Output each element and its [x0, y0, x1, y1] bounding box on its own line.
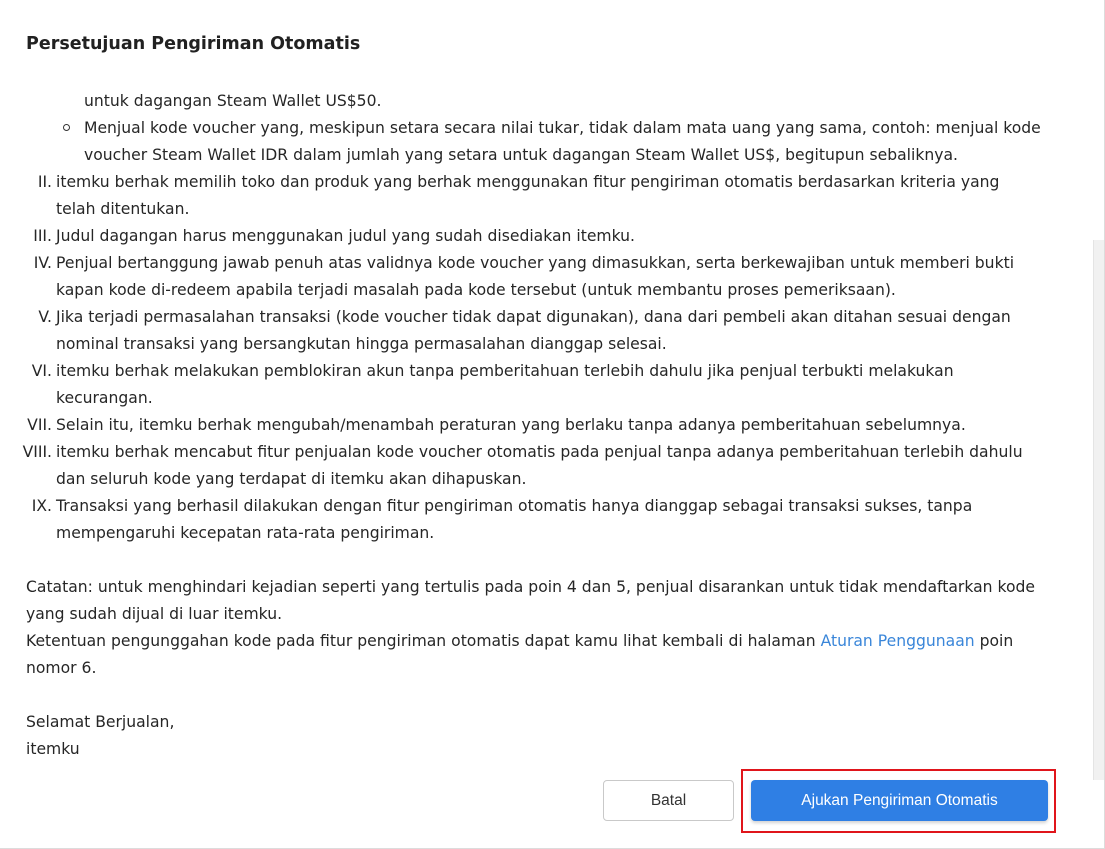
- rule-number: IV.: [33, 254, 52, 272]
- rule-text: Transaksi yang berhasil dilakukan dengan fitur pengiriman otomatis hanya dianggap sebagai transaksi sukses, tanpa: [56, 497, 973, 515]
- cancel-button[interactable]: Batal: [603, 780, 734, 821]
- rule-number: III.: [33, 227, 52, 245]
- rule-text: Jika terjadi permasalahan transaksi (kode voucher tidak dapat digunakan), dana dari pembeli akan ditahan sesuai dengan: [56, 308, 1011, 326]
- sub-bullet-continuation: untuk dagangan Steam Wallet US$50.: [84, 92, 382, 110]
- signoff-name: itemku: [26, 740, 80, 758]
- rule-text: kecurangan.: [56, 389, 153, 407]
- rule-number: VII.: [27, 416, 52, 434]
- terms-suffix: poin: [974, 632, 1014, 650]
- rule-text: nominal transaksi yang bersangkutan hingga permasalahan dianggap selesai.: [56, 335, 667, 353]
- rule-number: IX.: [31, 497, 52, 515]
- rule-text: itemku berhak melakukan pemblokiran akun tanpa pemberitahuan terlebih dahulu jika penjual terbukti melakukan: [56, 362, 954, 380]
- modal-title: Persetujuan Pengiriman Otomatis: [26, 34, 361, 54]
- rule-text: Selain itu, itemku berhak mengubah/menambah peraturan yang berlaku tanpa adanya pemberitahuan sebelumnya.: [56, 416, 966, 434]
- rule-number: V.: [38, 308, 52, 326]
- rule-text: telah ditentukan.: [56, 200, 190, 218]
- sub-bullet-line: voucher Steam Wallet IDR dalam jumlah yang setara untuk dagangan Steam Wallet US$, begitupun sebaliknya.: [84, 146, 958, 164]
- rule-text: dan seluruh kode yang terdapat di itemku akan dihapuskan.: [56, 470, 527, 488]
- rule-number: VI.: [31, 362, 52, 380]
- rule-text: Judul dagangan harus menggunakan judul yang sudah disediakan itemku.: [56, 227, 636, 245]
- note-text: yang sudah dijual di luar itemku.: [26, 605, 283, 623]
- rule-number: VIII.: [22, 443, 52, 461]
- rule-text: Penjual bertanggung jawab penuh atas validnya kode voucher yang dimasukkan, serta berkewajiban untuk memberi bukti: [56, 254, 1015, 272]
- note-text: Catatan: untuk menghindari kejadian seperti yang tertulis pada poin 4 dan 5, penjual disarankan untuk tidak mendaftarkan kode: [26, 578, 1035, 596]
- terms-link[interactable]: Aturan Penggunaan: [820, 632, 975, 650]
- agreement-content[interactable]: [0, 88, 1092, 768]
- rule-text: itemku berhak memilih toko dan produk yang berhak menggunakan fitur pengiriman otomatis berdasarkan kriteria yang: [56, 173, 1000, 191]
- rule-number: II.: [37, 173, 52, 191]
- sub-bullet-line: Menjual kode voucher yang, meskipun setara secara nilai tukar, tidak dalam mata uang yang sama, contoh: menjual kode: [84, 119, 1041, 137]
- terms-prefix: Ketentuan pengunggahan kode pada fitur pengiriman otomatis dapat kamu lihat kembali di halaman: [26, 632, 821, 650]
- terms-text-line2: nomor 6.: [26, 659, 97, 677]
- signoff-greeting: Selamat Berjualan,: [26, 713, 175, 731]
- rule-text: mempengaruhi kecepatan rata-rata pengiriman.: [56, 524, 435, 542]
- rule-text: itemku berhak mencabut fitur penjualan kode voucher otomatis pada penjual tanpa adanya pemberitahuan terlebih dahulu: [56, 443, 1023, 461]
- rule-text: kapan kode di-redeem apabila terjadi masalah pada kode tersebut (untuk membantu proses pemeriksaan).: [56, 281, 896, 299]
- circle-bullet-icon: [63, 124, 70, 131]
- content-scrollbar[interactable]: [1093, 240, 1104, 780]
- terms-text: [26, 628, 1013, 655]
- modal-footer: [0, 770, 1105, 849]
- submit-auto-delivery-button[interactable]: Ajukan Pengiriman Otomatis: [751, 780, 1048, 821]
